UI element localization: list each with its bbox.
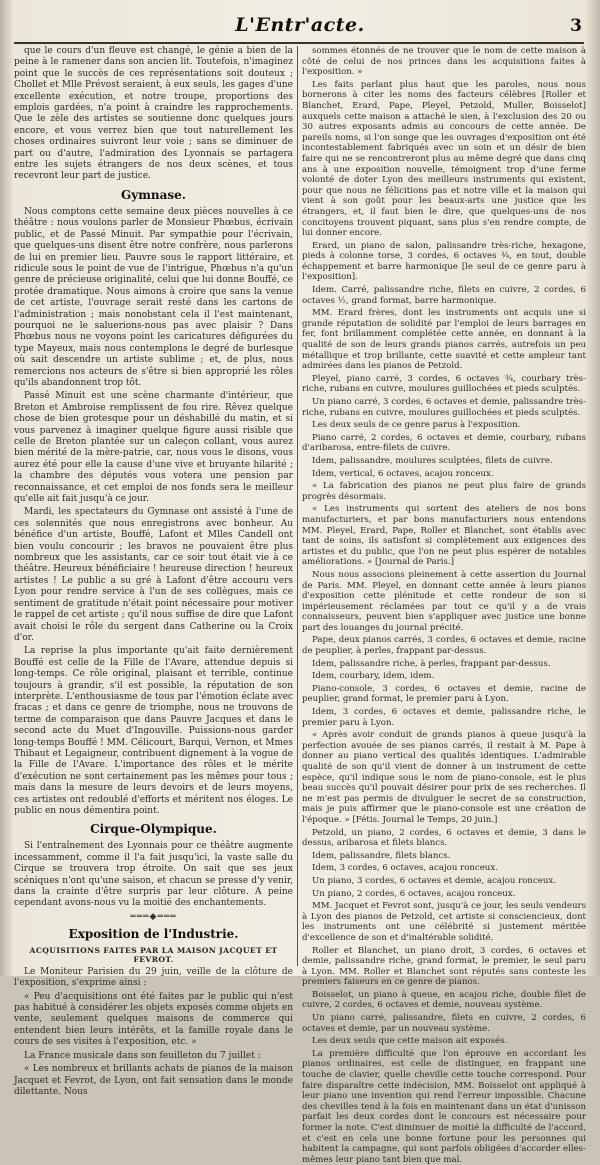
- paragraph: Piano carré, 2 cordes, 6 octaves et demie, courbary, rubans d'aribarosa, entre-filets de cuivre.: [302, 432, 586, 454]
- paragraph: Mardi, les spectateurs du Gymnase ont assisté à l'une de ces solennités que nous enregistrons avec bonheur. Au bénéfice d'un artiste, Bouffé, Lafont et Mlles Candell ont bien voulu concourir ; les bravos ne pouvaient être plus nombreux que les assistants, car ce soir tout était vie à ce théâtre. Heureux bénéficiaire ! heureuse direction ! heureux artistes ! Le public a su gré à Lafont d'être accouru vers Lyon pour rendre service à l'un de ses collègues, mais ce sentiment de gratitude n'était point nécessaire pour motiver le rappel de cet artiste ; qu'il nous suffise de dire que Lafont avait choisi le rôle du sergent dans Catherine ou la Croix d'or.: [14, 507, 293, 643]
- paragraph: Si l'entraînement des Lyonnais pour ce théâtre augmente incessamment, comme il l'a fait jusqu'ici, la vaste salle du Cirque se trouvera trop étroite. On sait que ses jeux scéniques n'ont qu'une saison, et chacun se presse d'y venir, dans la crainte d'être surpris par leur clôture. A peine cependant avons-nous vu la moitié des enchantements.: [14, 841, 293, 909]
- paragraph: Pape, deux pianos carrés, 3 cordes, 6 octaves et demie, racine de peuplier, à perles, frappant par-dessus.: [302, 635, 586, 657]
- paragraph: Piano-console, 3 cordes, 6 octaves et demie, racine de peuplier, grand format, le premier paru à Lyon.: [302, 683, 586, 705]
- section-heading-exposition: Exposition de l'Industrie.: [68, 926, 239, 941]
- paragraph: Boisselot, un piano à queue, en acajou riche, double filet de cuivre, 2 cordes, 6 octaves et demie, nouveau système.: [302, 989, 586, 1011]
- paragraph: La première difficulté que l'on éprouve en accordant les pianos ordinaires, est celle de distinguer, en frappant une touche de clavier, quelle cheville cette touche correspond. Pour faire disparaître cette indécision, MM. Boisselot ont appliqué à leur piano une invention qui rend l'erreur impossible. Chacune des chevilles tend à la fois en maintenant dans un état d'unisson parfait les deux cordes dont le concours est nécessaire pour former la note. C'est diminuer de moitié la difficulté de l'accord, et c'est en cela une bonne fortune pour les personnes qui habitent la campagne, qui sont parfois obligées d'accorder elles-mêmes leur piano tant bien que mal.: [302, 1048, 586, 1165]
- page-number: 3: [570, 16, 582, 36]
- header-rule: [14, 42, 584, 44]
- paragraph: MM. Jacquet et Fevrot sont, jusqu'à ce jour, les seuls vendeurs à Lyon des pianos de Petzold, cet artiste si consciencieux, dont les instruments ont une célébrité si justement méritée d'excellence de son et d'inaltérable solidité.: [302, 901, 586, 943]
- paragraph: Les deux seuls de ce genre parus à l'exposition.: [312, 420, 521, 431]
- paragraph: Un piano, 2 cordes, 6 octaves, acajou ronceux.: [312, 888, 516, 899]
- paragraph: Idem, courbary, idem, idem.: [312, 671, 435, 682]
- paragraph: Les deux seuls que cette maison ait exposés.: [312, 1036, 508, 1047]
- paragraph: Idem, 3 cordes, 6 octaves et demie, palissandre riche, le premier paru à Lyon.: [302, 707, 586, 728]
- paragraph: Un piano carré, palissandre, filets en cuivre, 2 cordes, 6 octaves et demie, par un nouveau système.: [302, 1013, 586, 1034]
- paragraph: Nous nous associons pleinement à cette assertion du Journal de Paris. MM. Pleyel, en donnant cette année à leurs pianos d'exposition cette plénitude et cette rondeur de son si impérieusement réclamées par tout ce qu'il y a de vrais connaisseurs, peuvent bien s'appliquer avec justice une bonne part des louanges du journal précité.: [302, 569, 586, 633]
- paragraph: La reprise la plus importante qu'ait faite dernièrement Bouffé est celle de la Fille de l'Avare, attendue depuis si long-temps. Ce rôle original, plaisant et terrible, continue toujours à grandir, s'il est possible, la réputation de son interprète. L'enthousiasme de tous par l'émotion éclate avec fracas ; et dans ce genre de triomphe, nous ne trouvons de terme de comparaison que dans Pauvre Jacques et dans le second acte du Muet d'Ingouville. Puissions-nous garder long-temps Bouffé ! MM. Célicourt, Barqui, Vernon, et Mmes Thibaut et Legaigneur, contribuent dignement à la vogue de la Fille de l'Avare. L'importance des rôles et le mérite d'exécution ne sont certainement pas les mêmes pour tous ; mais dans la mesure de leurs devoirs et de leurs moyens, ces artistes ont redoublé d'efforts et méritent nos éloges. Le public en nous démentira point.: [14, 646, 293, 816]
- paragraph: Erard, un piano de salon, palissandre très-riche, hexagone, pieds à colonne torse, 3 cordes, 6 octaves ¾, en tout, double échappement et barre harmonique [le seul de ce genre paru à l'exposition].: [302, 240, 586, 283]
- paragraph: que le cours d'un fleuve est changé, le génie a bien de la peine à le ramener dans son ancien lit. Toutefois, n'imaginez point que le succès de ces représentations soit douteux ; Chollet et Mlle Prévost seraient, à eux seuls, les gages d'une excellente exécution, et notre troupe, proportions des emplois gardées, n'a point à craindre les rapprochements. Que le zèle des artistes se soutienne donc quelques jours encore, et vous verrez bien que tout naturellement les choses ordinaires suivront leur voie ; sans se diminuer de part ou d'autre, l'admiration des Lyonnais se partagera entre les sujets étrangers de nos deux scènes, et tous recevront leur part de justice.: [14, 46, 293, 182]
- paragraph: Nous comptons cette semaine deux pièces nouvelles à ce théâtre : nous voulons parler de Monsieur Phœbus, écrivain public, et de Passé Minuit. Par sympathie pour l'écrivain, que quelques-uns disent être notre confrère, nous parlerons de lui en premier lieu. Pauvre sous le rapport littéraire, et ridicule sous le point de vue de l'intrigue, Phœbus n'a qu'un genre de précieuse originalité, celui que lui donne Bouffé, ce protée dramatique. Nous aimons à croire que sans la venue de cet artiste, l'ouvrage serait resté dans les cartons de l'administration ; mais nonobstant cela il l'est maintenant, pourquoi ne le saluerions-nous pas avec plaisir ? Dans Phœbus nous ne voyons point les caricatures défigurées du type Mayeux, mais nous contemplons le degré de burlesque où sait descendre un artiste sublime ; et, de plus, nous remercions nos acteurs de s'être si bien approprié les rôles qu'ils abandonnent trop tôt.: [14, 206, 293, 388]
- paragraph: « Les nombreux et brillants achats de pianos de la maison Jacquet et Fevrot, de Lyon, ont fait sensation dans le monde dilettante. Nous: [14, 1064, 293, 1097]
- page-header: [0, 14, 600, 40]
- right-column: [302, 46, 586, 1165]
- column-separator: [297, 46, 298, 966]
- left-column: [14, 46, 293, 1097]
- paragraph: Passé Minuit est une scène charmante d'intérieur, que Breton et Ambroise remplissent de fou rire. Rêvez quelque chose de bien grotesque pour un déshabillé du matin, et si vous parvenez à imaginer quelque figure aussi risible que celle de Breton plantée sur un caleçon collant, vous aurez bien mérité de la mère-patrie, car, nous vous le disons, vous aurez été pour elle la cause d'une vive et bruyante hilarité ; la chambre des députés vous votera une pension par reconnaissance, et cet emploi de nos fonds sera le meilleur qu'elle ait fait jusqu'à ce jour.: [14, 391, 293, 505]
- paragraph: Roller et Blanchet, un piano droit, 3 cordes, 6 octaves et demie, palissandre riche, grand format, le premier, le seul paru à Lyon. MM. Roller et Blanchet sont réputés sans conteste les premiers faiseurs en ce genre de pianos.: [302, 945, 586, 988]
- paragraph: Idem, palissandre, filets blancs.: [312, 850, 451, 861]
- paragraph: « La fabrication des pianos ne peut plus faire de grands progrès désormais.: [302, 481, 586, 502]
- section-subheading: ACQUISITIONS FAITES PAR LA MAISON JACQUET ET FEVROT.: [29, 945, 278, 964]
- paragraph: sommes étonnés de ne trouver que le nom de cette maison à côté de celui de nos princes dans les acquisitions faites à l'exposition. »: [302, 46, 586, 78]
- paragraph: « Après avoir conduit de grands pianos à queue jusqu'à la perfection avouée de ses pianos carrés, il restait à M. Pape à donner au piano vertical des qualités identiques. L'admirable qualité de son qu'il vient de donner à un instrument de cette espèce, qu'il indique sous le nom de piano-console, est le plus beau succès qu'il pouvait désirer pour prix de ses recherches. Il ne m'est pas permis de divulguer le secret de sa construction, mais je puis affirmer que le piano-console est une création de l'époque. » [Fétis. Journal le Temps, 20 juin.]: [302, 730, 586, 825]
- paragraph: MM. Erard frères, dont les instruments ont acquis une si grande réputation de solidité par l'emploi de leurs barrages en fer, font brillamment complétée cette année, en donnant à la qualité de son de leurs grands pianos carrés, autrefois un peu métallique et trop brillante, cette suavité et cette ampleur tant admirées dans les pianos de Petzold.: [302, 308, 586, 372]
- paragraph: Idem, vertical, 6 octaves, acajou ronceux.: [312, 468, 494, 479]
- paragraph: Idem, palissandre, moulures sculptées, filets de cuivre.: [312, 455, 553, 466]
- paragraph: Un piano carré, 3 cordes, 6 octaves et demie, palissandre très-riche, rubans en cuivre, moulures guillochées et pieds sculptés.: [302, 397, 586, 418]
- ornament-divider: ═══◆═══: [130, 911, 177, 922]
- paragraph: « Les instruments qui sortent des ateliers de nos bons manufacturiers, et par bons manufacturiers nous entendons MM. Pleyel, Erard, Pape, Roller et Blanchet, sont établis avec tant de soins, ils satisfont si complètement aux exigences des artistes et du public, que l'on ne peut plus espérer de notables améliorations. » [Journal de Paris.]: [302, 504, 586, 568]
- paragraph: La France musicale dans son feuilleton du 7 juillet :: [24, 1050, 261, 1061]
- paragraph: Pleyel, piano carré, 3 cordes, 6 octaves ¾, courbary très-riche, rubans en cuivre, moulures guillochées et pieds sculptés.: [302, 373, 586, 395]
- paragraph: Un piano, 3 cordes, 6 octaves et demie, acajou ronceux.: [312, 875, 556, 886]
- section-heading-gymnase: Gymnase.: [121, 187, 186, 202]
- paragraph: « Peu d'acquisitions ont été faites par le public qui n'est pas habitué à considérer les objets exposés comme objets en vente, seulement quelques maisons de commerce qui entendent bien leurs intérêts, et la famille royale dans le cours de ses visites à l'exposition, etc. »: [14, 991, 293, 1048]
- paragraph: Les faits parlant plus haut que les paroles, nous nous bornerons à citer les noms des facteurs célèbres [Roller et Blanchet, Erard, Pape, Pleyel, Petzold, Muller, Boisselot] auxquels cette maison a attaché le sien, à l'exclusion des 20 ou 30 autres exposants admis au concours de cette année. De pareils noms, si l'on songe que les ouvrages d'exposition ont été incontestablement fabriqués avec un soin et un désir de bien faire qui ne se rencontreront plus au même degré que dans cinq ans à une exposition nouvelle, témoignent trop d'une ferme volonté de doter Lyon des meilleurs instruments qui existent, pour que nous ne félicitions pas et notre ville et la maison qui vient à son goût pour les beaux-arts une justice que les étrangers, et, il faut bien le dire, que quelques-uns de nos concitoyens trouvent piquant, sans plus s'en rendre compte, de lui donner encore.: [302, 79, 586, 239]
- masthead-title: L'Entr'acte.: [235, 14, 365, 36]
- section-heading-cirque: Cirque-Olympique.: [90, 822, 217, 837]
- paragraph: Idem, palissandre riche, à perles, frappant par-dessus.: [312, 658, 551, 669]
- paragraph: Le Moniteur Parisien du 29 juin, veille de la clôture de l'exposition, s'exprime ainsi :: [14, 966, 293, 989]
- paragraph: Petzold, un piano, 2 cordes, 6 octaves et demie, 3 dans le dessus, aribarosa et filets blancs.: [302, 827, 586, 849]
- paragraph: Idem. Carré, palissandre riche, filets en cuivre, 2 cordes, 6 octaves ½, grand format, barre harmonique.: [302, 285, 586, 306]
- paragraph: Idem, 3 cordes, 6 octaves, acajou ronceux.: [312, 863, 498, 874]
